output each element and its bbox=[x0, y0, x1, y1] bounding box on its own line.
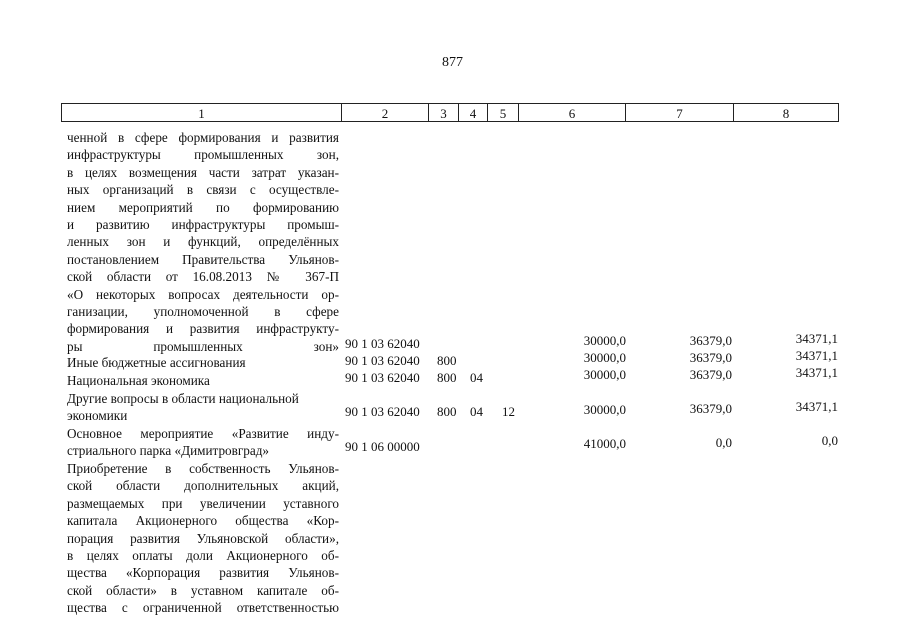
text-line: ской области дополнительных акций, bbox=[67, 478, 339, 494]
text-line: ской области» в уставном капитале об- bbox=[67, 582, 339, 598]
code-cell: 90 1 06 00000 bbox=[345, 439, 420, 454]
text-line: ганизации, уполномоченной в сфере bbox=[67, 303, 339, 319]
value-col-6: 30000,0 bbox=[583, 350, 626, 365]
value-col-8: 34371,1 bbox=[795, 365, 838, 380]
value-col-6: 41000,0 bbox=[583, 436, 626, 451]
header-col-2: 2 bbox=[341, 103, 428, 122]
value-col-7: 36379,0 bbox=[689, 401, 732, 416]
description-block bbox=[67, 129, 339, 355]
value-col-6: 30000,0 bbox=[583, 367, 626, 382]
row-label: стриального парка «Димитровград» bbox=[67, 443, 270, 458]
text-line: и развитию инфраструктуры промыш- bbox=[67, 216, 339, 232]
description-block bbox=[67, 460, 339, 617]
text-line: капитала Акционерного общества «Кор- bbox=[67, 513, 339, 529]
text-line: в целях возмещения части затрат указан- bbox=[67, 164, 339, 180]
col-3-cell: 800 bbox=[437, 370, 457, 385]
header-col-4: 4 bbox=[458, 103, 487, 122]
code-cell: 90 1 03 62040 bbox=[345, 404, 420, 419]
text-line: порация развития Ульяновской области», bbox=[67, 530, 339, 546]
col-3-cell: 800 bbox=[437, 353, 457, 368]
col-5-cell: 12 bbox=[502, 404, 515, 419]
page-number: 877 bbox=[442, 55, 463, 70]
row-label: Иные бюджетные ассигнования bbox=[67, 355, 246, 370]
header-col-1: 1 bbox=[61, 103, 341, 122]
value-col-7: 36379,0 bbox=[689, 367, 732, 382]
text-line: щества «Корпорация развития Ульянов- bbox=[67, 565, 339, 581]
text-line: «О некоторых вопросах деятельности ор- bbox=[67, 286, 339, 302]
code-cell: 90 1 03 62040 bbox=[345, 353, 420, 368]
text-line: инфраструктуры промышленных зон, bbox=[67, 147, 339, 163]
row-label: Другие вопросы в области национальной bbox=[67, 391, 299, 406]
value-col-7: 36379,0 bbox=[689, 333, 732, 348]
text-line: формирования и развития инфраструкту- bbox=[67, 321, 339, 337]
text-line: ры промышленных зон» bbox=[67, 338, 339, 354]
col-4-cell: 04 bbox=[470, 370, 483, 385]
value-col-6: 30000,0 bbox=[583, 333, 626, 348]
header-col-6: 6 bbox=[518, 103, 625, 122]
row-label: Национальная экономика bbox=[67, 373, 210, 388]
text-line: постановлением Правительства Ульянов- bbox=[67, 251, 339, 267]
value-col-8: 34371,1 bbox=[795, 331, 838, 346]
row-label: Основное мероприятие «Развитие инду- bbox=[67, 426, 339, 441]
value-col-8: 34371,1 bbox=[795, 399, 838, 414]
text-line: ченной в сфере формирования и развития bbox=[67, 130, 339, 145]
header-col-5: 5 bbox=[487, 103, 518, 122]
value-col-7: 0,0 bbox=[715, 435, 732, 450]
text-line: нием мероприятий по формированию bbox=[67, 199, 339, 215]
code-cell: 90 1 03 62040 bbox=[345, 336, 420, 351]
text-line: Приобретение в собственность Ульянов- bbox=[67, 461, 339, 476]
text-line: ных организаций в связи с осуществле- bbox=[67, 182, 339, 198]
header-col-3: 3 bbox=[428, 103, 458, 122]
header-col-7: 7 bbox=[625, 103, 733, 122]
text-line: ленных зон и функций, определённых bbox=[67, 234, 339, 250]
col-4-cell: 04 bbox=[470, 404, 483, 419]
value-col-8: 34371,1 bbox=[795, 348, 838, 363]
value-col-6: 30000,0 bbox=[583, 402, 626, 417]
row-label: экономики bbox=[67, 408, 128, 423]
value-col-8: 0,0 bbox=[821, 433, 838, 448]
text-line: ской области от 16.08.2013 № 367-П bbox=[67, 269, 339, 285]
text-line: размещаемых при увеличении уставного bbox=[67, 495, 339, 511]
header-col-8: 8 bbox=[733, 103, 839, 122]
col-3-cell: 800 bbox=[437, 404, 457, 419]
text-line: щества с ограниченной ответственностью bbox=[67, 600, 339, 616]
text-line: в целях оплаты доли Акционерного об- bbox=[67, 547, 339, 563]
value-col-7: 36379,0 bbox=[689, 350, 732, 365]
code-cell: 90 1 03 62040 bbox=[345, 370, 420, 385]
